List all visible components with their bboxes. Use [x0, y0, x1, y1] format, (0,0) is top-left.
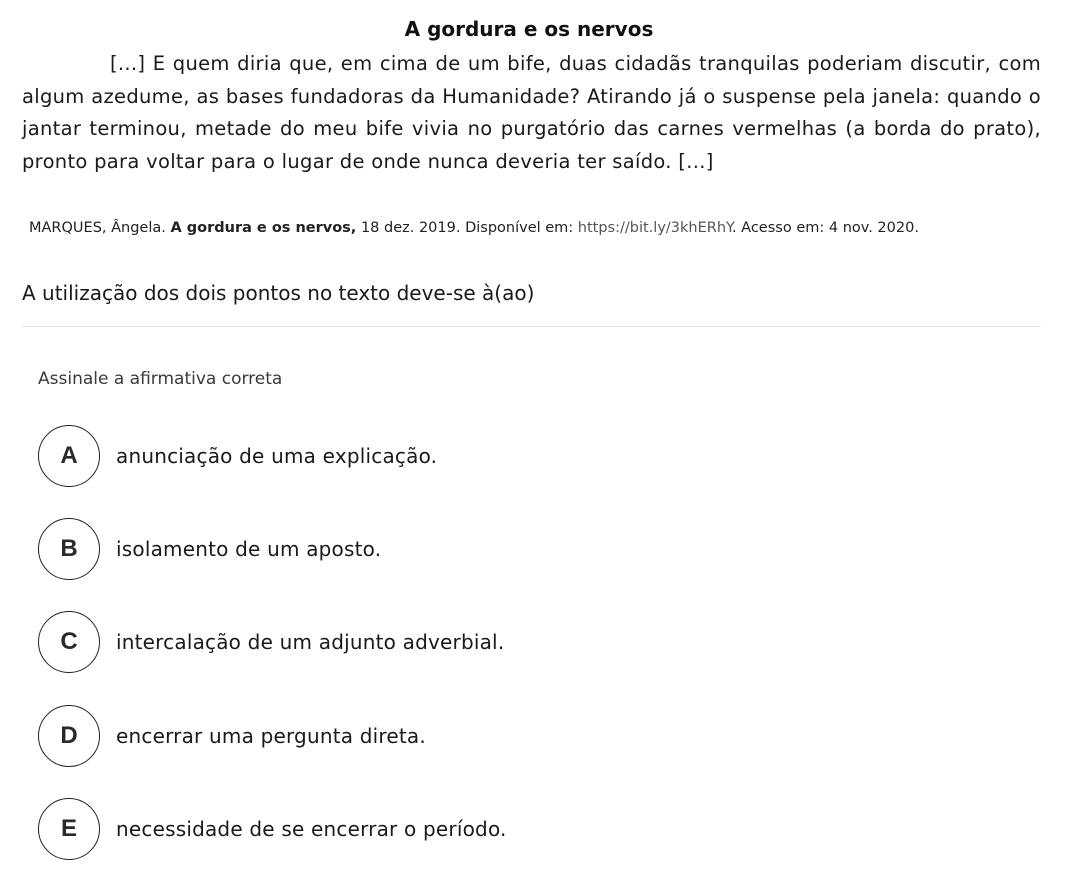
citation-date: 18 dez. 2019. Disponível em: — [360, 220, 574, 236]
option-letter-badge[interactable]: C — [38, 611, 100, 673]
option-c[interactable] — [38, 611, 1038, 673]
instruction-text: Assinale a afirmativa correta — [38, 369, 283, 389]
option-text[interactable]: intercalação de um adjunto adverbial. — [116, 630, 505, 654]
citation — [29, 218, 1059, 238]
citation-work: A gordura e os nervos, — [170, 220, 357, 236]
option-text[interactable]: encerrar uma pergunta direta. — [116, 724, 426, 748]
question-text: A utilização dos dois pontos no texto deve-se à(ao) — [22, 281, 535, 305]
option-text[interactable]: necessidade de se encerrar o período. — [116, 817, 507, 841]
option-letter-badge[interactable]: A — [38, 425, 100, 487]
option-letter-badge[interactable]: E — [38, 798, 100, 860]
citation-access: . Acesso em: 4 nov. 2020. — [731, 220, 919, 236]
option-a[interactable] — [38, 425, 1038, 487]
option-text[interactable]: anunciação de uma explicação. — [116, 444, 438, 468]
option-text[interactable]: isolamento de um aposto. — [116, 537, 382, 561]
passage-text: [...] E quem diria que, em cima de um bife, duas cidadãs tranquilas poderiam discutir, com algum azedume, as bases fundadoras da Humanidade? Atirando já o suspense pela janela: quando o jantar terminou, metade do meu bife vivia no purgatório das carnes vermelhas (a borda do prato), pronto para voltar para o lugar de onde nunca deveria ter saído. [...] — [22, 52, 1041, 173]
option-d[interactable] — [38, 705, 1038, 767]
divider — [22, 326, 1041, 327]
option-letter-badge[interactable]: B — [38, 518, 100, 580]
option-b[interactable] — [38, 518, 1038, 580]
option-letter-badge[interactable]: D — [38, 705, 100, 767]
text-title: A gordura e os nervos — [404, 17, 654, 41]
citation-link[interactable]: https://bit.ly/3khERhY — [577, 220, 732, 236]
option-e[interactable] — [38, 798, 1038, 860]
citation-author: MARQUES, Ângela. — [29, 220, 166, 236]
